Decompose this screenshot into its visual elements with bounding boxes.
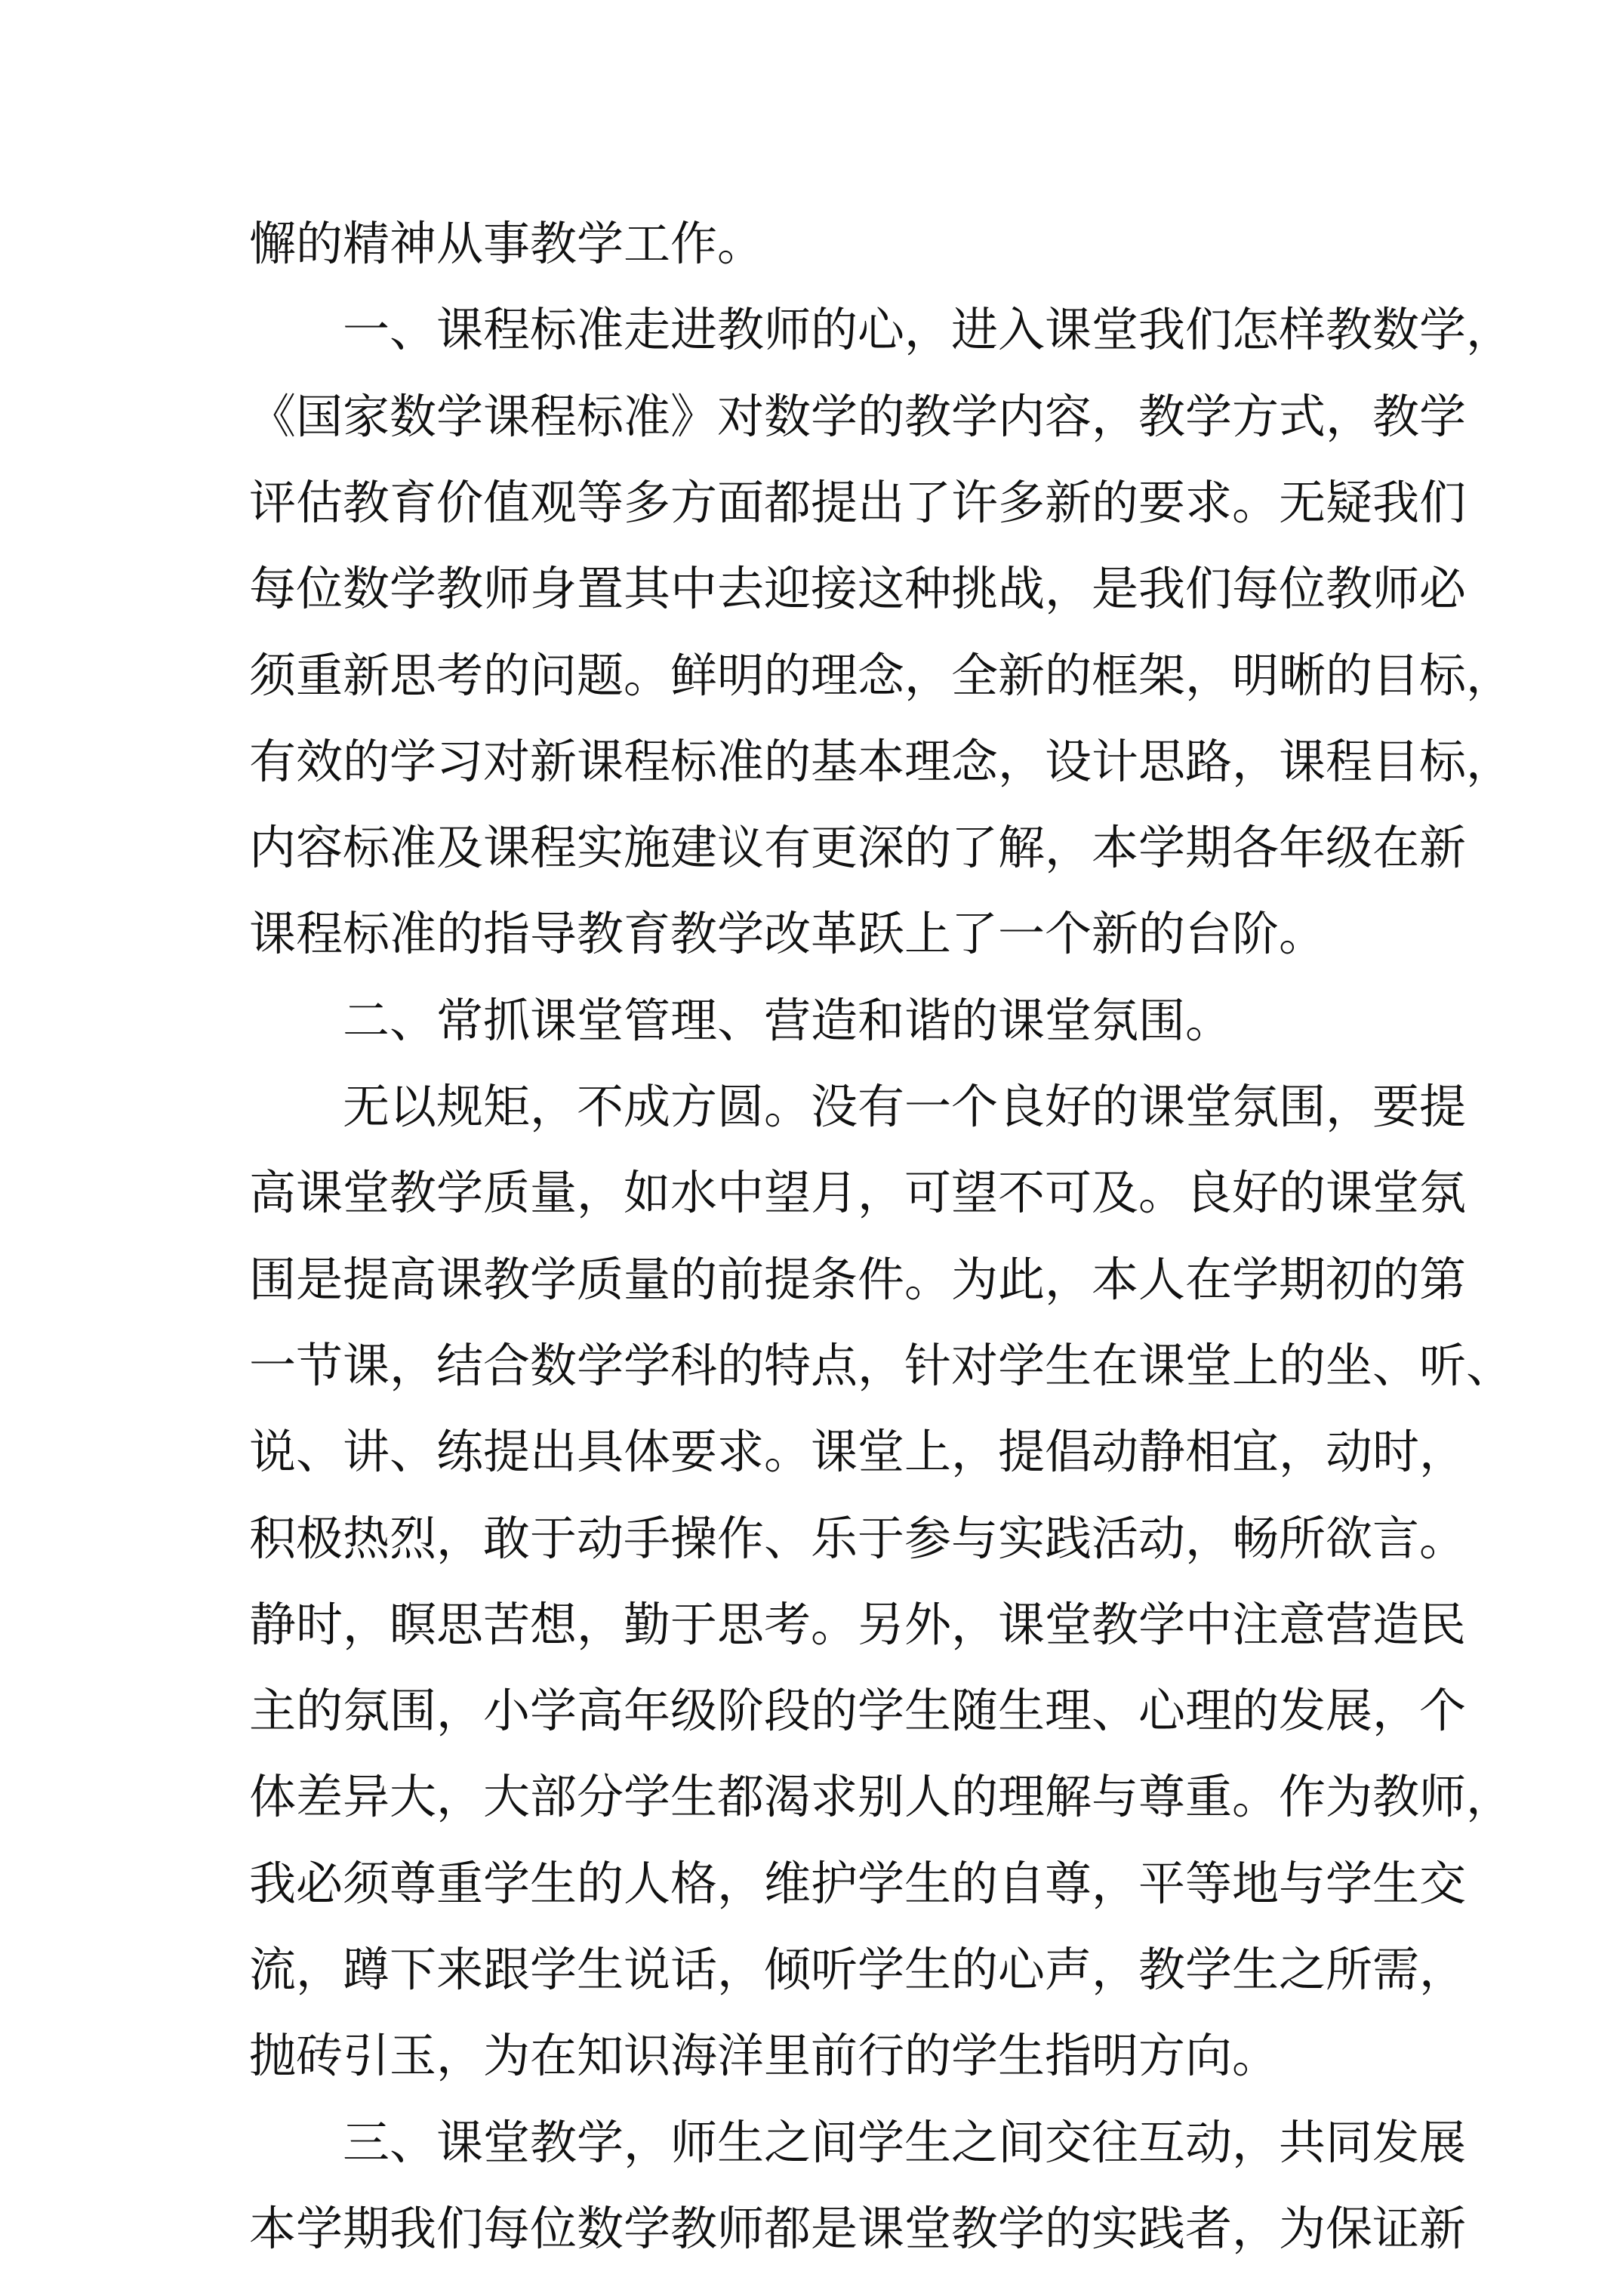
text-line: 本学期我们每位数学教师都是课堂教学的实践者，为保证新	[249, 2201, 1467, 2256]
text-line: 内容标准及课程实施建议有更深的了解，本学期各年级在新	[249, 820, 1467, 875]
text-line: 有效的学习对新课程标准的基本理念，设计思路，课程目标，	[249, 734, 1514, 789]
text-line: 积极热烈，敢于动手操作、乐于参与实践活动，畅所欲言。	[249, 1511, 1467, 1566]
text-line: 说、讲、练提出具体要求。课堂上，提倡动静相宜，动时，	[249, 1424, 1467, 1479]
text-line: 懈的精神从事教学工作。	[249, 216, 765, 271]
paragraph-start: 无以规矩，不成方圆。没有一个良好的课堂氛围，要提	[343, 1079, 1467, 1134]
text-line: 评估教育价值观等多方面都提出了许多新的要求。无疑我们	[249, 475, 1467, 530]
text-line: 体差异大，大部分学生都渴求别人的理解与尊重。作为教师，	[249, 1769, 1514, 1824]
text-line: 每位数学教师身置其中去迎接这种挑战，是我们每位教师必	[249, 561, 1467, 616]
text-line: 一节课，结合数学学科的特点，针对学生在课堂上的坐、听、	[249, 1338, 1514, 1393]
text-line: 静时，瞑思苦想，勤于思考。另外，课堂教学中注意营造民	[249, 1597, 1467, 1652]
text-line: 我必须尊重学生的人格，维护学生的自尊，平等地与学生交	[249, 1856, 1467, 1911]
text-line: 高课堂教学质量，如水中望月，可望不可及。良好的课堂氛	[249, 1165, 1467, 1220]
text-line: 《国家数学课程标准》对数学的教学内容，教学方式，教学	[249, 389, 1467, 444]
text-line: 须重新思考的问题。鲜明的理念，全新的框架，明晰的目标，	[249, 648, 1514, 703]
text-line: 流，蹲下来跟学生说话，倾听学生的心声，教学生之所需，	[249, 1942, 1467, 1997]
text-line: 围是提高课教学质量的前提条件。为此，本人在学期初的第	[249, 1252, 1467, 1307]
text-line: 课程标准的指导教育教学改革跃上了一个新的台阶。	[249, 906, 1326, 961]
text-line: 抛砖引玉，为在知识海洋里前行的学生指明方向。	[249, 2028, 1280, 2083]
paragraph-start: 一、课程标准走进教师的心，进入课堂我们怎样教数学，	[343, 302, 1514, 357]
paragraph-start: 三、课堂教学，师生之间学生之间交往互动，共同发展	[343, 2115, 1467, 2170]
paragraph-start: 二、常抓课堂管理、营造和谐的课堂氛围。	[343, 993, 1233, 1048]
text-line: 主的氛围，小学高年级阶段的学生随生理、心理的发展，个	[249, 1683, 1467, 1738]
